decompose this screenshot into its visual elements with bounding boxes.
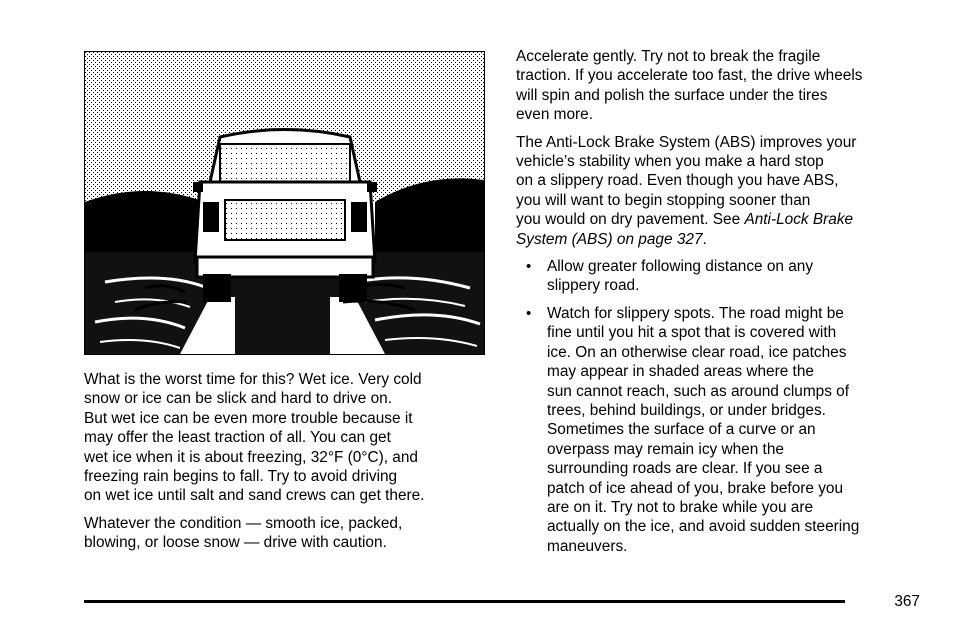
list-item: • Watch for slippery spots. The road might be fine until you hit a spot that is covered with ice. On an otherwise clear road, ice patches may appear in shaded areas where the sun cannot reach, such as around clumps of trees, behind buildings, or under bridges. Sometimes the surface of a curve or an overpass may remain icy when the surrounding roads are clear. If you see a patch of ice ahead of you, brake before you are on it. Try not to brake while you are actually on the ice, and avoid sudden steering maneuvers. bbox=[526, 304, 860, 555]
wheel-left bbox=[203, 274, 231, 302]
list-item: • Allow greater following distance on any slippery road. bbox=[526, 258, 814, 295]
abs-cross-reference-link-continued[interactable]: System (ABS) on page 327 bbox=[516, 230, 703, 248]
hill-left bbox=[85, 191, 205, 257]
abs-paragraph: The Anti-Lock Brake System (ABS) improves your vehicle’s stability when you make a hard stop on a slippery road. Even though you have ABS, you will want to begin stopping sooner than you would on dry pavement. See Anti-Lock Brake System (ABS) on page 327. bbox=[516, 133, 857, 248]
vehicle-rear-window bbox=[220, 144, 350, 182]
caution-paragraph: Whatever the condition — smooth ice, packed, blowing, or loose snow — drive with caution. bbox=[84, 514, 403, 552]
footer-rule bbox=[84, 600, 845, 603]
abs-cross-reference-link[interactable]: Anti-Lock Brake bbox=[744, 211, 854, 229]
left-column bbox=[84, 370, 494, 561]
accelerate-paragraph: Accelerate gently. Try not to break the fragile traction. If you accelerate too fast, the drive wheels will spin and polish the surface under the tires even more. bbox=[516, 48, 863, 124]
tips-bullet-list bbox=[516, 257, 926, 556]
page-number: 367 bbox=[894, 593, 920, 610]
bullet-icon: • bbox=[526, 258, 532, 276]
wet-ice-paragraph: What is the worst time for this? Wet ice. Very cold snow or ice can be slick and hard to drive on. But wet ice can be even more trouble because it may offer the least traction of all. You can get wet ice when it is about freezing, 32°F (0°C), and freezing rain begins to fall. Try to avoid driving on wet ice until salt and sand crews can get there. bbox=[84, 371, 425, 505]
bullet-icon: • bbox=[526, 304, 532, 322]
vehicle-on-ice-illustration bbox=[84, 51, 485, 355]
right-column bbox=[516, 47, 926, 564]
